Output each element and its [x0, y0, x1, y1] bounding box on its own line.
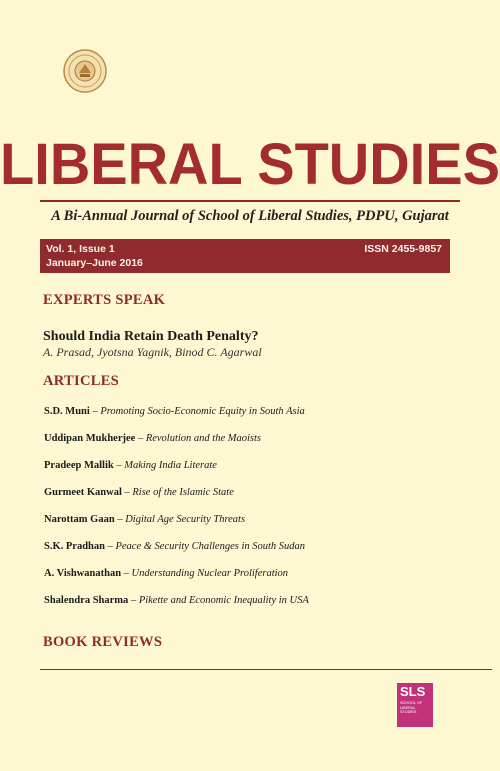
list-item: A. Vishwanathan – Understanding Nuclear Proliferation: [44, 568, 289, 579]
book-reviews-heading: BOOK REVIEWS: [43, 634, 163, 650]
journal-subtitle: A Bi-Annual Journal of School of Liberal Studies, PDPU, Gujarat: [51, 208, 449, 224]
issn-number: ISSN 2455-9857: [364, 243, 442, 255]
logo-mark: SLS: [400, 684, 426, 699]
issue-band: [40, 239, 450, 273]
list-item: Narottam Gaan – Digital Age Security Threats: [44, 514, 246, 525]
journal-title: LIBERAL STUDIES: [0, 130, 500, 197]
feature-title: Should India Retain Death Penalty?: [43, 329, 259, 344]
experts-heading: EXPERTS SPEAK: [43, 292, 166, 308]
list-item: S.K. Pradhan – Peace & Security Challenges in South Sudan: [44, 541, 306, 552]
feature-authors: A. Prasad, Jyotsna Yagnik, Binod C. Agarwal: [43, 345, 262, 359]
sls-logo: [397, 683, 433, 727]
university-seal-icon: [62, 48, 108, 94]
volume-issue: Vol. 1, Issue 1: [46, 243, 115, 255]
articles-heading: ARTICLES: [43, 373, 120, 389]
list-item: Pradeep Mallik – Making India Literate: [44, 460, 217, 471]
list-item: S.D. Muni – Promoting Socio-Economic Equity in South Asia: [44, 406, 305, 417]
title-divider: [40, 200, 460, 202]
list-item: Shalendra Sharma – Pikette and Economic Inequality in USA: [44, 595, 309, 606]
list-item: Uddipan Mukherjee – Revolution and the Maoists: [44, 433, 262, 444]
logo-line: STUDIES: [400, 710, 417, 714]
logo-line: LIBERAL: [400, 705, 416, 710]
article-list: [44, 406, 309, 622]
logo-line: SCHOOL OF: [400, 701, 423, 705]
list-item: Gurmeet Kanwal – Rise of the Islamic State: [44, 487, 234, 498]
bottom-divider: [40, 669, 492, 670]
issue-period: January–June 2016: [46, 257, 143, 269]
